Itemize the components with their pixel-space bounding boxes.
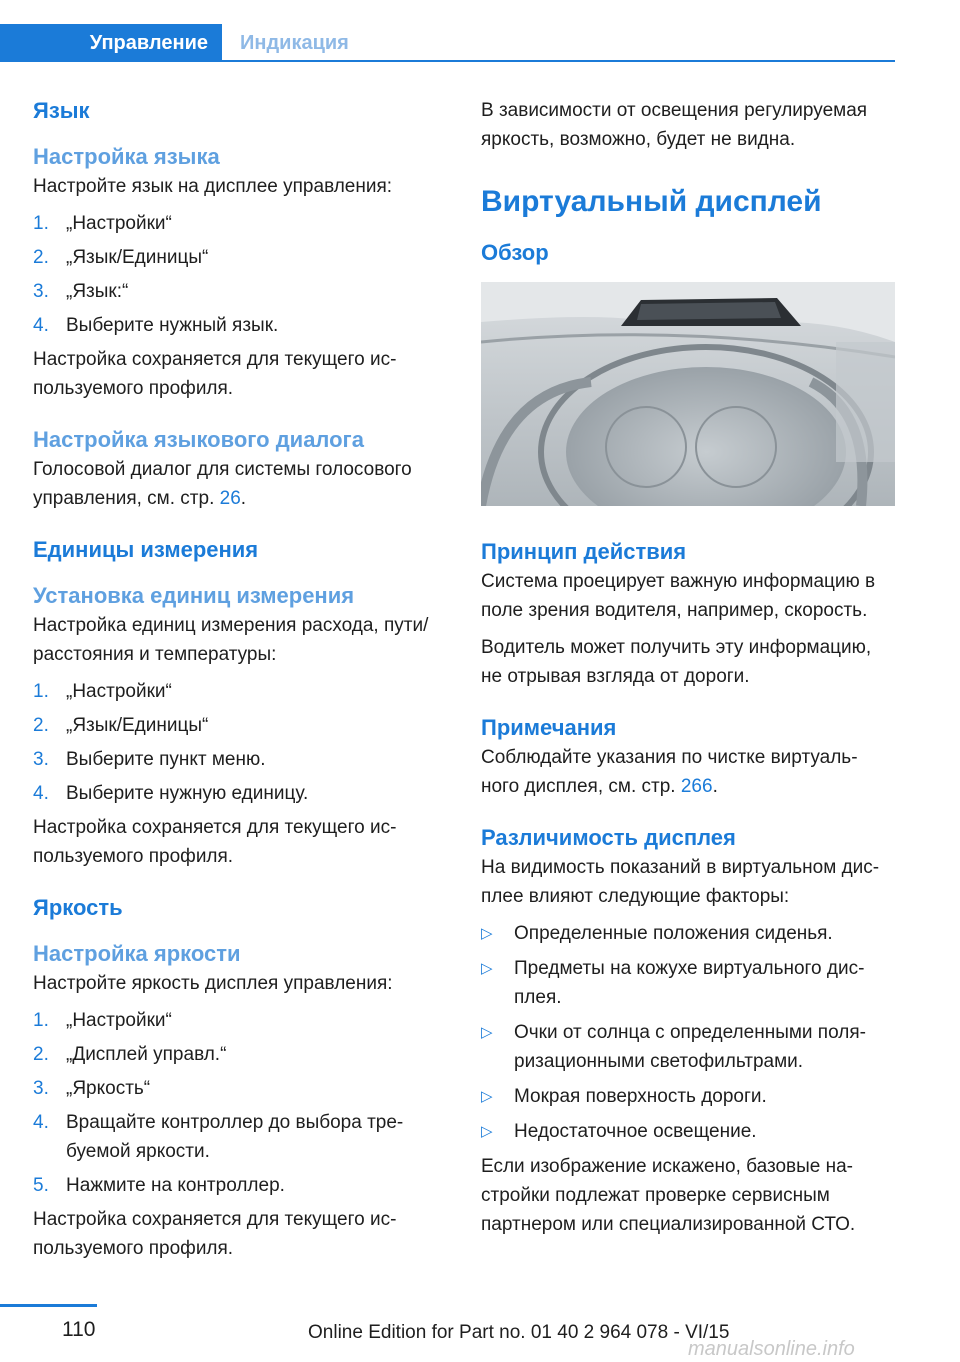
page-number: 110 bbox=[62, 1318, 96, 1341]
units-steps bbox=[33, 677, 445, 808]
heading-language-setup: Настройка языка bbox=[33, 144, 220, 169]
principle-text: Система проецирует важную информацию в поле зрения водителя, например, скорость. bbox=[481, 571, 876, 621]
heading-brightness-setup: Настройка яркости bbox=[33, 941, 241, 966]
triangle-right-icon: ▷ bbox=[481, 1088, 493, 1105]
voice-dialog-text: Голосовой диалог для системы голосового управления, см. стр. 26. bbox=[33, 459, 412, 509]
page-link-266[interactable]: 266 bbox=[680, 776, 713, 797]
triangle-right-icon: ▷ bbox=[481, 925, 493, 942]
list-item: ▷ Определенные положения сиденья. bbox=[481, 919, 893, 948]
units-intro: Настройка единиц измерения расхода, пути/ расстояния и температуры: bbox=[33, 615, 429, 665]
driver-text: Водитель может получить эту информацию, не отрывая взгляда от дороги. bbox=[481, 637, 872, 687]
heading-units: Единицы измерения bbox=[33, 537, 259, 562]
heading-notes: Примечания bbox=[481, 715, 617, 740]
list-item: 3. „Язык:“ bbox=[33, 281, 129, 302]
list-item: 4. Выберите нужный язык. bbox=[33, 315, 279, 336]
list-item: 5. Нажмите на контроллер. bbox=[33, 1175, 285, 1196]
heading-virtual-display: Виртуальный дисплей bbox=[481, 185, 822, 218]
watermark: manualsonline.info bbox=[688, 1338, 855, 1360]
heading-voice-dialog: Настройка языкового диалога bbox=[33, 427, 364, 452]
distortion-text: Если изображение искажено, базовые на- стройки подлежат проверке сервисным партнером или специализированной СТО. bbox=[481, 1156, 856, 1235]
list-item: 2. „Язык/Единицы“ bbox=[33, 715, 209, 736]
brightness-steps bbox=[33, 1006, 445, 1200]
list-item: 2. „Язык/Единицы“ bbox=[33, 247, 209, 268]
edition-text: Online Edition for Part no. 01 40 2 964 078 - VI/15 bbox=[308, 1322, 730, 1343]
units-saved-note: Настройка сохраняется для текущего ис- пользуемого профиля. bbox=[33, 817, 397, 867]
tab-underline bbox=[222, 60, 895, 62]
header-tabs bbox=[0, 0, 960, 63]
tab-control[interactable]: Управление bbox=[0, 24, 222, 62]
language-steps bbox=[33, 209, 445, 340]
tab-display[interactable]: Индикация bbox=[240, 31, 349, 54]
right-column bbox=[481, 96, 893, 1239]
triangle-right-icon: ▷ bbox=[481, 960, 493, 977]
list-item: 3. Выберите пункт меню. bbox=[33, 749, 266, 770]
left-column bbox=[33, 96, 445, 1263]
list-item: 1. „Настройки“ bbox=[33, 213, 172, 234]
brightness-intro: Настройте яркость дисплея управления: bbox=[33, 973, 393, 994]
heading-visibility: Различимость дисплея bbox=[481, 825, 736, 850]
heading-principle: Принцип действия bbox=[481, 539, 687, 564]
list-item: 1. „Настройки“ bbox=[33, 681, 172, 702]
triangle-right-icon: ▷ bbox=[481, 1123, 493, 1140]
notes-text: Соблюдайте указания по чистке виртуаль- ного дисплея, см. стр. 266. bbox=[481, 747, 858, 797]
brightness-saved-note: Настройка сохраняется для текущего ис- пользуемого профиля. bbox=[33, 1209, 397, 1259]
heading-units-setup: Установка единиц измерения bbox=[33, 583, 355, 608]
visibility-factors bbox=[481, 919, 893, 1146]
page-link-26[interactable]: 26 bbox=[219, 488, 241, 509]
visibility-intro: На видимость показаний в виртуальном дис- плее влияют следующие факторы: bbox=[481, 857, 880, 907]
language-intro: Настройте язык на дисплее управления: bbox=[33, 176, 393, 197]
dashboard-image bbox=[481, 282, 895, 506]
list-item: 3. „Яркость“ bbox=[33, 1078, 151, 1099]
list-item: ▷ Предметы на кожухе виртуального дис- плея. bbox=[481, 954, 893, 1012]
heading-overview: Обзор bbox=[481, 240, 549, 265]
list-item: 1. „Настройки“ bbox=[33, 1010, 172, 1031]
brightness-visibility-note: В зависимости от освещения регулируемая яркость, возможно, будет не видна. bbox=[481, 100, 868, 150]
list-item: ▷ Очки от солнца с определенными поля- ризационными светофильтрами. bbox=[481, 1018, 893, 1076]
list-item: 2. „Дисплей управл.“ bbox=[33, 1044, 227, 1065]
list-item: ▷ Недостаточное освещение. bbox=[481, 1117, 893, 1146]
language-saved-note: Настройка сохраняется для текущего ис- пользуемого профиля. bbox=[33, 349, 397, 399]
triangle-right-icon: ▷ bbox=[481, 1024, 493, 1041]
list-item: ▷ Мокрая поверхность дороги. bbox=[481, 1082, 893, 1111]
heading-language: Язык bbox=[33, 98, 90, 123]
list-item: 4. Вращайте контроллер до выбора тре- буемой яркости. bbox=[33, 1112, 404, 1162]
heading-brightness: Яркость bbox=[33, 895, 123, 920]
list-item: 4. Выберите нужную единицу. bbox=[33, 783, 309, 804]
footer-rule bbox=[0, 1304, 97, 1307]
